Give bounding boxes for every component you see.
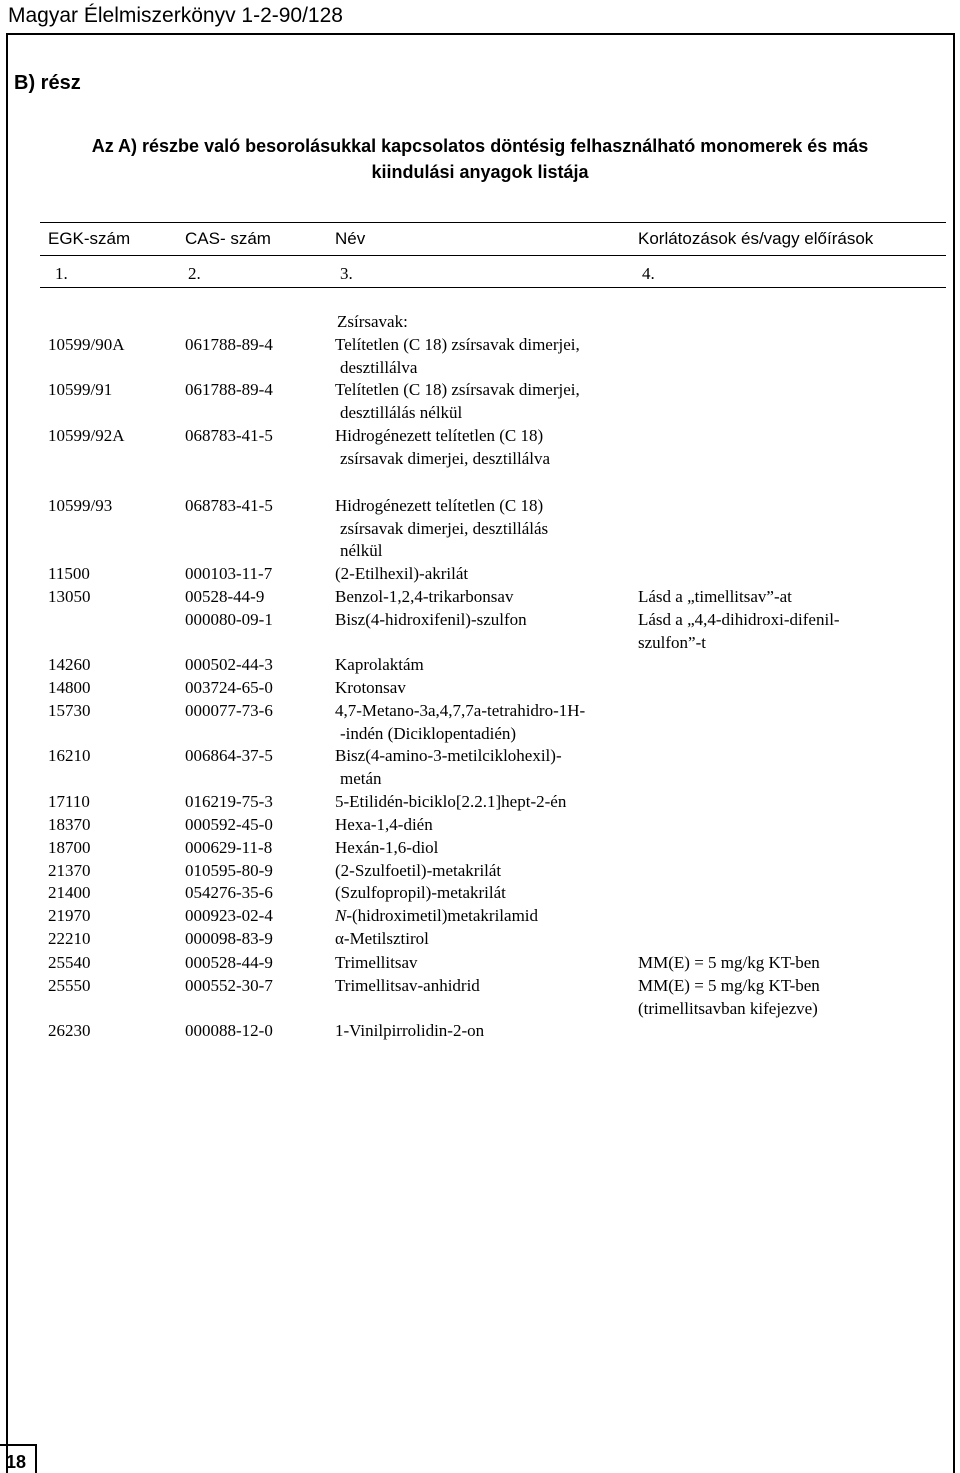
cas-number: 068783-41-5 [185, 426, 273, 445]
substance-name: (2-Etilhexil)-akrilát [335, 564, 469, 583]
substance-name: Kaprolaktám [335, 655, 424, 674]
section-heading: B) rész [14, 72, 81, 94]
column-header-ec: EGK-szám [48, 229, 131, 248]
cas-number: 010595-80-9 [185, 861, 273, 880]
ec-number: 14260 [48, 655, 91, 674]
ec-number: 13050 [48, 587, 91, 606]
substance-name: 4,7-Metano-3a,4,7,7a-tetrahidro-1H- -indén (Diciklopentadién) [335, 701, 586, 743]
ec-number: 14800 [48, 678, 91, 697]
cas-number: 00528-44-9 [185, 587, 265, 606]
column-number-1: 1. [55, 264, 68, 283]
document-title [0, 133, 960, 185]
cas-number: 054276-35-6 [185, 883, 273, 902]
ec-number: 21370 [48, 861, 91, 880]
substance-name: Telítetlen (C 18) zsírsavak dimerjei, desztillálva [335, 335, 580, 377]
ec-number: 26230 [48, 1021, 91, 1040]
document-title-line-1: Az A) részbe való besorolásukkal kapcsolatos döntésig felhasználható monomerek és más [91, 136, 869, 156]
ec-number: 10599/93 [48, 496, 113, 515]
ec-number: 17110 [48, 792, 90, 811]
cas-number: 000098-83-9 [185, 929, 273, 948]
page-header-title: Magyar Élelmiszerkönyv 1-2-90/128 [8, 4, 343, 27]
restriction-note: MM(E) = 5 mg/kg KT-ben [638, 953, 820, 972]
ec-number: 10599/90A [48, 335, 125, 354]
column-number-3: 3. [340, 264, 353, 283]
cas-number: 000077-73-6 [185, 701, 273, 720]
substance-name: Trimellitsav [335, 953, 418, 972]
cas-number: 068783-41-5 [185, 496, 273, 515]
cas-number: 000552-30-7 [185, 976, 273, 995]
column-header-cas: CAS- szám [185, 229, 271, 248]
restriction-note: Lásd a „timellitsav”-at [638, 587, 792, 606]
ec-number: 16210 [48, 746, 91, 765]
column-number-2: 2. [188, 264, 201, 283]
substance-name: Bisz(4-hidroxifenil)-szulfon [335, 610, 527, 629]
table-header-rule [40, 255, 946, 256]
cas-number: 000528-44-9 [185, 953, 273, 972]
page-number: 18 [6, 1452, 27, 1472]
substance-name: Hexán-1,6-diol [335, 838, 439, 857]
substance-name: Telítetlen (C 18) zsírsavak dimerjei, desztillálás nélkül [335, 380, 580, 422]
ec-number: 25540 [48, 953, 91, 972]
ec-number: 18370 [48, 815, 91, 834]
ec-number: 18700 [48, 838, 91, 857]
ec-number: 21400 [48, 883, 91, 902]
ec-number: 25550 [48, 976, 91, 995]
cas-number: 000103-11-7 [185, 564, 273, 583]
cas-number: 061788-89-4 [185, 380, 273, 399]
cas-number: 000629-11-8 [185, 838, 273, 857]
cas-number: 000088-12-0 [185, 1021, 273, 1040]
group-label: Zsírsavak: [337, 312, 408, 331]
column-number-4: 4. [642, 264, 655, 283]
table-number-rule [40, 287, 946, 288]
cas-number: 000592-45-0 [185, 815, 273, 834]
cas-number: 000502-44-3 [185, 655, 273, 674]
restriction-note: Lásd a „4,4-dihidroxi-difenil- szulfon”-t [638, 610, 840, 652]
cas-number: 000080-09-1 [185, 610, 273, 629]
substance-name: α-Metilsztirol [335, 929, 429, 948]
cas-number: 016219-75-3 [185, 792, 273, 811]
ec-number: 15730 [48, 701, 91, 720]
ec-number: 22210 [48, 929, 91, 948]
substance-name: (2-Szulfoetil)-metakrilát [335, 861, 502, 880]
substance-name: 1-Vinilpirrolidin-2-on [335, 1021, 485, 1040]
ec-number: 21970 [48, 906, 91, 925]
substance-name: Bisz(4-amino-3-metilciklohexil)- metán [335, 746, 562, 788]
ec-number: 10599/92A [48, 426, 125, 445]
column-header-restrictions: Korlátozások és/vagy előírások [638, 229, 874, 248]
substance-name: Krotonsav [335, 678, 406, 697]
cas-number: 006864-37-5 [185, 746, 273, 765]
substance-name: N-(hidroximetil)metakrilamid [335, 906, 539, 925]
substance-name: Hidrogénezett telítetlen (C 18) zsírsavak dimerjei, desztillálva [335, 426, 551, 468]
cas-number: 003724-65-0 [185, 678, 273, 697]
cas-number: 061788-89-4 [185, 335, 273, 354]
substance-name: 5-Etilidén-biciklo[2.2.1]hept-2-én [335, 792, 567, 811]
table-top-rule [40, 222, 946, 223]
document-title-line-2: kiindulási anyagok listája [371, 162, 589, 182]
substance-name: (Szulfopropil)-metakrilát [335, 883, 506, 902]
ec-number: 10599/91 [48, 380, 113, 399]
ec-number: 11500 [48, 564, 90, 583]
cas-number: 000923-02-4 [185, 906, 273, 925]
substance-name: Benzol-1,2,4-trikarbonsav [335, 587, 514, 606]
substance-name: Hidrogénezett telítetlen (C 18) zsírsavak dimerjei, desztillálás nélkül [335, 496, 549, 560]
restriction-note: MM(E) = 5 mg/kg KT-ben (trimellitsavban kifejezve) [638, 976, 820, 1018]
substance-name: Trimellitsav-anhidrid [335, 976, 480, 995]
column-header-name: Név [335, 229, 366, 248]
substance-name: Hexa-1,4-dién [335, 815, 433, 834]
